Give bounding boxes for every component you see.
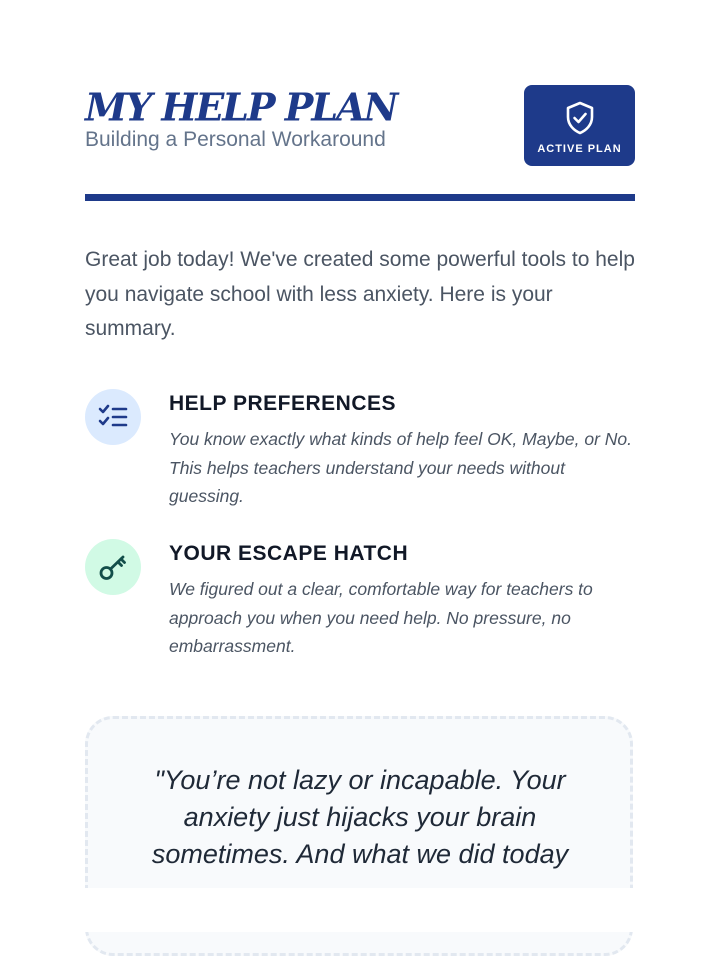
active-plan-badge: [524, 85, 635, 166]
badge-label: ACTIVE PLAN: [537, 142, 622, 155]
header-divider: [85, 194, 635, 201]
quote-line: sometimes. And what we did today: [151, 839, 569, 869]
section-help-preferences: [85, 389, 645, 519]
quote-line: "You’re not lazy or incapable. Your: [154, 765, 566, 795]
intro-text: Great job today! We've created some powerful tools to help you navigate school with less anxiety. Here is your summary.: [85, 248, 635, 340]
section-heading: YOUR ESCAPE HATCH: [169, 542, 409, 565]
section-body: You know exactly what kinds of help feel OK, Maybe, or No. This helps teachers understand your needs without guessing.: [169, 429, 633, 506]
key-icon-badge: [85, 539, 141, 595]
quote-text: [0, 762, 720, 873]
section-escape-hatch: [85, 539, 645, 669]
checklist-icon: [97, 401, 129, 433]
page-bottom-edge: [0, 888, 720, 932]
page-title: MY HELP PLAN: [85, 83, 397, 130]
quote-line: anxiety just hijacks your brain: [183, 802, 537, 832]
page-subtitle: Building a Personal Workaround: [85, 128, 386, 151]
shield-check-icon: [564, 101, 596, 135]
key-icon: [97, 551, 129, 583]
section-body: We figured out a clear, comfortable way for teachers to approach you when you need help. No pressure, no embarrassment.: [169, 579, 593, 656]
section-heading: HELP PREFERENCES: [169, 392, 396, 415]
checklist-icon-badge: [85, 389, 141, 445]
